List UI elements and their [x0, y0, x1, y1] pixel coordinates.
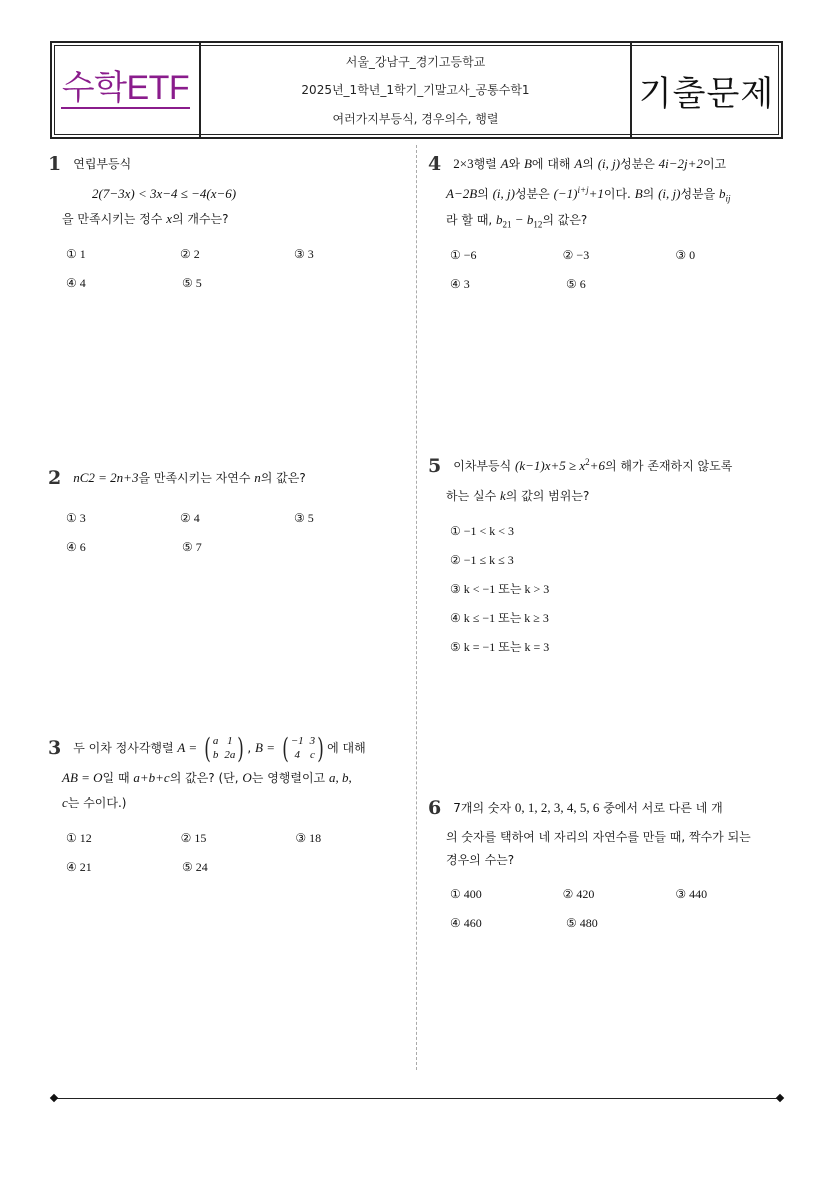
problem-text: 에 대해	[531, 157, 575, 171]
choice-3[interactable]: ③ 440	[675, 886, 708, 901]
math-expression: − b	[511, 211, 534, 227]
problem-number: 4	[428, 153, 442, 175]
problem-text: 을 만족시키는 정수	[62, 211, 167, 226]
problem-text: 의 값은?	[260, 471, 306, 485]
problem-text: 의	[642, 187, 659, 202]
problem-1	[48, 146, 408, 297]
math-expression: (i, j)	[597, 156, 621, 171]
problem-text: 이차부등식	[453, 459, 516, 473]
math-expression: A−2B	[446, 186, 478, 202]
matrix-cell: a	[212, 735, 219, 748]
problem-number: 5	[428, 455, 442, 477]
math-expression: AB = O	[62, 770, 103, 786]
problem-text: 이다.	[603, 187, 635, 202]
matrix-cell: −1	[290, 735, 304, 748]
problem-4	[428, 146, 788, 299]
math-expression: (i, j)	[492, 186, 515, 202]
logo-cell	[52, 43, 201, 137]
math-expression: O	[242, 770, 252, 786]
exam-topics: 여러가지부등식, 경우의수, 행렬	[332, 112, 499, 127]
math-expression: 2×3	[453, 156, 474, 171]
math-expression: k	[500, 488, 506, 504]
math-expression: b	[719, 186, 726, 202]
matrix-cell: 3	[309, 735, 316, 748]
choice-4[interactable]: ④ 21	[66, 859, 92, 874]
choice-5[interactable]: ⑤ k = −1 또는 k = 3	[450, 639, 550, 654]
math-expression: a+b+c	[133, 770, 170, 786]
choice-4[interactable]: ④ 6	[66, 540, 86, 555]
choice-5[interactable]: ⑤ 24	[182, 859, 208, 874]
problem-6	[428, 790, 788, 938]
column-divider	[416, 145, 417, 1070]
problem-number: 6	[428, 797, 442, 819]
math-expression: (i, j)	[658, 186, 681, 202]
problem-formula: 2(7−3x) < 3x−4 ≤ −4(x−6)	[92, 186, 237, 202]
choice-1[interactable]: ① 400	[450, 886, 482, 901]
problem-text: 의 해가 존재하지 않도록	[604, 459, 733, 473]
choice-2[interactable]: ② −3	[562, 248, 590, 263]
choice-4[interactable]: ④ k ≤ −1 또는 k ≥ 3	[450, 610, 549, 625]
problem-variable: n	[254, 470, 261, 485]
choice-4[interactable]: ④ 460	[450, 915, 482, 930]
choice-4[interactable]: ④ 3	[450, 277, 470, 292]
choice-1[interactable]: ① 12	[66, 830, 92, 845]
problem-text: 일 때	[102, 771, 134, 786]
choice-3[interactable]: ③ 18	[295, 830, 322, 845]
tag-cell	[630, 43, 781, 137]
problem-title: 연립부등식	[73, 157, 132, 171]
answer-choices	[48, 504, 408, 562]
choice-2[interactable]: ② 2	[180, 246, 200, 261]
choice-1[interactable]: ① 1	[66, 246, 86, 261]
brand-logo[interactable]: 수학ETF	[61, 69, 190, 108]
math-expression: 4i−2j+2	[658, 156, 703, 171]
problem-text: 두 이차 정사각행렬	[73, 741, 178, 755]
choice-5[interactable]: ⑤ 6	[566, 277, 586, 292]
math-expression: 0, 1, 2, 3, 4, 5, 6	[514, 800, 600, 815]
math-expression: +1	[588, 186, 604, 202]
matrix-a: ( a 1 b 2a )	[204, 731, 245, 765]
problem-text: 의 숫자를 택하여 네 자리의 자연수를 만들 때, 짝수가 되는	[446, 830, 751, 845]
matrix-cell: 2a	[224, 748, 236, 761]
math-expression: A	[574, 156, 583, 171]
math-expression: c	[62, 794, 68, 810]
matrix-cell: 4	[294, 748, 300, 761]
math-exponent: i+j	[577, 185, 589, 196]
problem-text: 의 값은? (단,	[169, 771, 243, 786]
problem-text: 의	[582, 157, 598, 171]
footer-rule	[54, 1098, 780, 1099]
problem-3: 3 두 이차 정사각행렬 A = ( a 1 b 2a ) , B = ( −1 3 4 c ) 에 대해 AB = O일 때 a+b+c의 값은? (단, O는 영행렬이고 a, b, c는 수이다.) ① 12 ② 15 ③ 18 ④ 21 ⑤ 24	[48, 730, 410, 881]
choice-5[interactable]: ⑤ 7	[182, 540, 202, 555]
problem-5	[428, 448, 788, 662]
matrix-cell: 1	[227, 735, 233, 748]
exam-title: 2025년_1학년_1학기_기말고사_공통수학1	[301, 83, 530, 98]
problem-text: 행렬	[473, 157, 501, 171]
answer-choices	[428, 517, 788, 662]
problem-text: 라 할 때,	[446, 212, 497, 227]
matrix-cell: b	[212, 748, 219, 761]
problem-text: 성분은	[514, 187, 554, 202]
problem-text: 의 값은?	[542, 212, 588, 227]
choice-3[interactable]: ③ 0	[675, 248, 696, 263]
math-expression: (k−1)x+5 ≥ x	[515, 458, 586, 473]
math-expression: B	[634, 186, 643, 202]
answer-choices	[48, 823, 410, 881]
problem-2	[48, 460, 408, 562]
problem-text: 의 개수는?	[171, 211, 229, 226]
choice-3[interactable]: ③ 3	[294, 246, 314, 261]
school-name: 서울_강남구_경기고등학교	[345, 54, 486, 69]
matrix-a-label: A =	[177, 740, 198, 755]
choice-3[interactable]: ③ k < −1 또는 k > 3	[450, 581, 550, 596]
math-expression: B	[523, 156, 532, 171]
choice-2[interactable]: ② 420	[562, 886, 595, 901]
choice-3[interactable]: ③ 5	[294, 511, 314, 526]
problem-text: 7개의 숫자	[453, 801, 515, 815]
problem-variable: x	[166, 210, 172, 226]
choice-2[interactable]: ② 15	[180, 830, 207, 845]
exam-info	[201, 43, 630, 137]
problem-number: 2	[48, 467, 62, 489]
problem-text: 경우의 수는?	[446, 852, 515, 867]
page-tag: 기출문제	[638, 73, 775, 114]
choice-5[interactable]: ⑤ 480	[566, 915, 598, 930]
problem-text: 성분을	[680, 187, 720, 202]
problem-text: 는 수이다.)	[67, 795, 127, 810]
choice-1[interactable]: ① −1 < k < 3	[450, 523, 515, 538]
problem-text: 에 대해	[327, 741, 366, 755]
problem-text: 는 영행렬이고	[251, 771, 329, 786]
problem-text: 의	[477, 187, 493, 202]
combination-expression: nC2 = 2n+3	[73, 470, 139, 485]
math-subscript: 12	[533, 218, 543, 229]
problem-text: 와	[508, 157, 524, 171]
matrix-cell: c	[309, 748, 315, 761]
math-expression: b	[496, 211, 503, 227]
matrix-b-label: B =	[255, 740, 275, 755]
problem-text: 을 만족시키는 자연수	[138, 471, 255, 485]
choice-1[interactable]: ① 3	[66, 511, 86, 526]
problem-text: 하는 실수	[446, 489, 500, 504]
math-exponent: 2	[585, 457, 590, 467]
problem-text: 중에서 서로 다른 네 개	[599, 801, 723, 815]
math-expression: a, b,	[328, 770, 352, 786]
choice-5[interactable]: ⑤ 5	[182, 275, 202, 290]
problem-text: 의 값의 범위는?	[505, 489, 590, 504]
problem-number: 3	[48, 737, 62, 759]
math-expression: A	[500, 156, 509, 171]
problem-text: 성분은	[620, 157, 659, 171]
answer-choices	[428, 880, 788, 938]
choice-1[interactable]: ① −6	[450, 248, 477, 263]
math-subscript: ij	[725, 193, 731, 204]
answer-choices	[48, 239, 408, 297]
choice-2[interactable]: ② 4	[180, 511, 200, 526]
header-box	[50, 41, 783, 139]
problem-number: 1	[48, 153, 62, 175]
footer-diamond-right	[776, 1094, 784, 1102]
math-expression: +6	[589, 458, 605, 473]
choice-2[interactable]: ② −1 ≤ k ≤ 3	[450, 552, 514, 567]
choice-4[interactable]: ④ 4	[66, 275, 86, 290]
matrix-b: ( −1 3 4 c )	[281, 731, 324, 765]
footer-diamond-left	[50, 1094, 58, 1102]
math-expression: (−1)	[553, 186, 578, 202]
math-subscript: 21	[502, 218, 512, 229]
answer-choices	[428, 241, 788, 299]
problem-text: 이고	[702, 157, 727, 171]
